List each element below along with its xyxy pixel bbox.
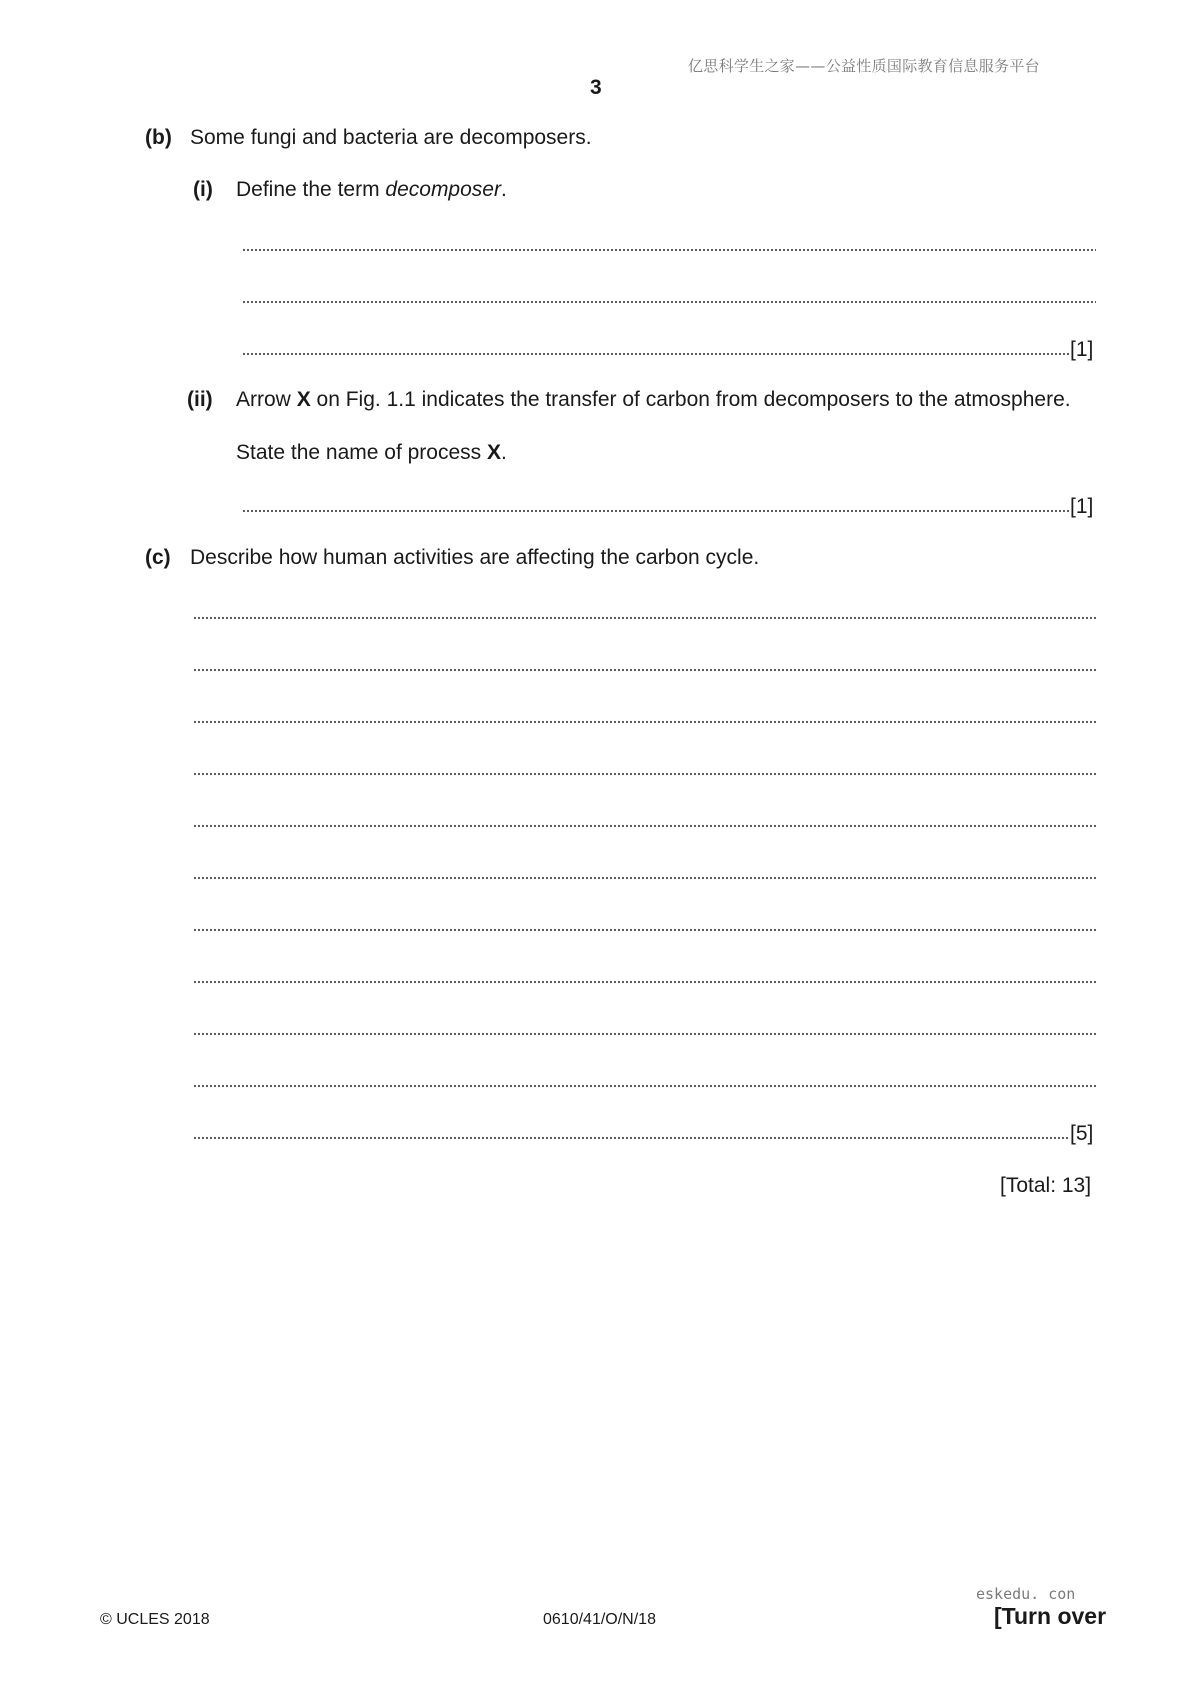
footer-watermark: eskedu. con	[976, 1585, 1076, 1603]
answer-line-c-4[interactable]	[193, 773, 1096, 775]
answer-line-c-11[interactable]	[193, 1137, 1070, 1139]
part-c-label: (c)	[145, 546, 171, 569]
answer-line-c-9[interactable]	[193, 1033, 1096, 1035]
part-c-question: Describe how human activities are affecting the carbon cycle.	[190, 546, 760, 569]
answer-line-c-6[interactable]	[193, 877, 1096, 879]
part-b-i-question: Define the term decomposer.	[236, 178, 507, 201]
total-marks: [Total: 13]	[1000, 1174, 1092, 1197]
page-number: 3	[590, 76, 602, 99]
answer-line-c-10[interactable]	[193, 1085, 1096, 1087]
term-decomposer: decomposer	[385, 178, 501, 201]
answer-line-c-2[interactable]	[193, 669, 1096, 671]
answer-line-c-8[interactable]	[193, 981, 1096, 983]
part-b-label: (b)	[145, 126, 172, 149]
part-b-question: Some fungi and bacteria are decomposers.	[190, 126, 592, 149]
turn-over: [Turn over	[994, 1603, 1107, 1629]
part-b-i-label: (i)	[193, 178, 213, 201]
answer-line-b-i-1[interactable]	[242, 249, 1096, 251]
mark-c: [5]	[1070, 1122, 1094, 1145]
mark-b-ii: [1]	[1070, 495, 1094, 518]
part-b-ii-instruction: State the name of process X.	[236, 441, 507, 464]
part-b-ii-question: Arrow X on Fig. 1.1 indicates the transfer of carbon from decomposers to the atmosphere.	[236, 388, 1071, 411]
copyright: © UCLES 2018	[100, 1611, 210, 1628]
answer-line-c-1[interactable]	[193, 617, 1096, 619]
paper-code: 0610/41/O/N/18	[543, 1611, 656, 1628]
answer-line-b-i-3[interactable]	[242, 353, 1070, 355]
mark-b-i: [1]	[1070, 338, 1094, 361]
header-watermark: 亿思科学生之家——公益性质国际教育信息服务平台	[688, 57, 1040, 75]
answer-line-b-i-2[interactable]	[242, 301, 1096, 303]
answer-line-b-ii[interactable]	[242, 510, 1070, 512]
answer-line-c-7[interactable]	[193, 929, 1096, 931]
answer-line-c-5[interactable]	[193, 825, 1096, 827]
answer-line-c-3[interactable]	[193, 721, 1096, 723]
part-b-ii-label: (ii)	[187, 388, 213, 411]
